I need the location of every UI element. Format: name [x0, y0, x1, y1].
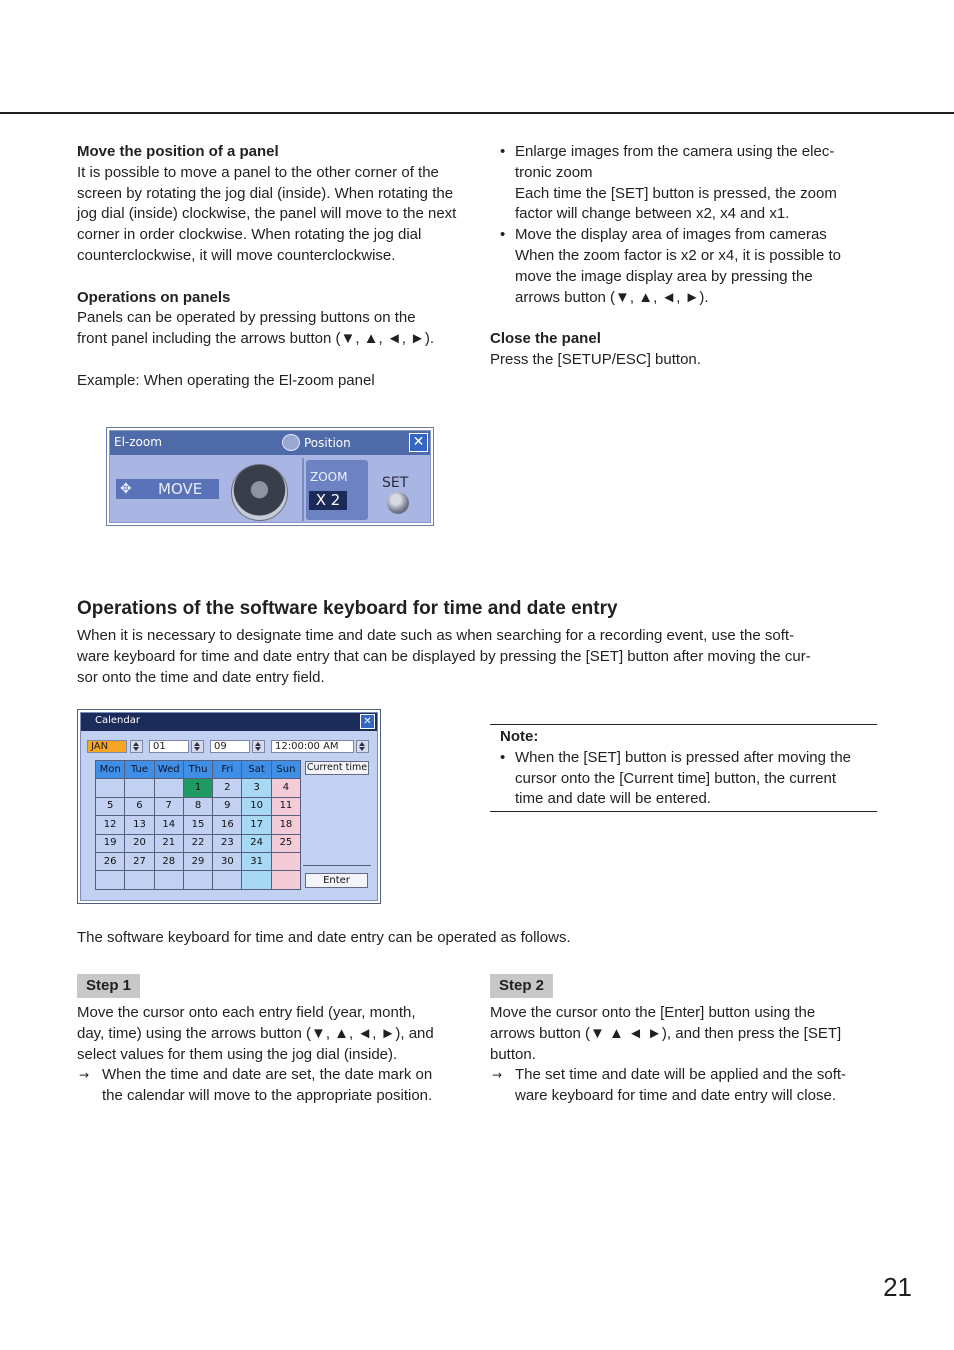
day-field[interactable]: 01 — [149, 740, 189, 753]
month-spinner-icon[interactable] — [130, 740, 143, 753]
intro-line: ware keyboard for time and date entry that can be displayed by pressing the [SET] button after moving the cur- — [77, 647, 811, 665]
day-cell[interactable]: 15 — [183, 816, 212, 834]
zoom-indicator — [306, 460, 368, 520]
time-spinner-icon[interactable] — [356, 740, 369, 753]
day-cell[interactable]: 19 — [96, 834, 125, 852]
bullet-electronic-zoom — [490, 142, 890, 225]
day-cell[interactable]: 17 — [242, 816, 271, 834]
day-cell[interactable]: 8 — [183, 797, 212, 815]
column-left-top — [77, 142, 462, 392]
set-label: SET — [382, 475, 409, 491]
weekday-header: Wed — [154, 761, 183, 779]
day-cell[interactable]: 3 — [242, 779, 271, 797]
bullet-move-display-area — [490, 225, 890, 308]
weekday-header: Mon — [96, 761, 125, 779]
calendar-grid — [95, 760, 301, 890]
step2-line: Move the cursor onto the [Enter] button using the — [490, 1004, 816, 1021]
day-cell[interactable] — [242, 871, 271, 889]
operations-panels-line: front panel including the arrows button (▼, ▲, ◄, ►). — [77, 330, 435, 348]
day-cell[interactable]: 27 — [125, 852, 154, 870]
day-cell[interactable]: 23 — [213, 834, 242, 852]
day-cell[interactable]: 24 — [242, 834, 271, 852]
weekday-header: Fri — [213, 761, 242, 779]
set-button-icon[interactable] — [387, 492, 409, 514]
bullet-line: move the image display area by pressing the — [515, 267, 813, 285]
step1-line: Move the cursor onto each entry field (year, month, — [77, 1004, 416, 1021]
step1-body — [77, 1003, 467, 1107]
position-label[interactable]: Position — [304, 436, 351, 450]
operations-panels-line: Panels can be operated by pressing buttons on the — [77, 309, 416, 327]
step2-result-line: ware keyboard for time and date entry will close. — [515, 1087, 836, 1105]
weekday-header: Thu — [183, 761, 212, 779]
week-row — [96, 816, 301, 834]
follows-text: The software keyboard for time and date entry can be operated as follows. — [77, 929, 571, 946]
section-heading: Operations of the software keyboard for time and date entry — [77, 598, 618, 619]
day-cell[interactable]: 31 — [242, 852, 271, 870]
week-row — [96, 779, 301, 797]
note-heading: Note: — [500, 728, 539, 745]
ezoom-titlebar — [110, 431, 430, 455]
week-row — [96, 834, 301, 852]
example-caption: Example: When operating the El-zoom panel — [77, 371, 375, 389]
bullet-line: tronic zoom — [515, 163, 593, 181]
note-line: • When the [SET] button is pressed after moving the — [515, 748, 852, 766]
year-spinner-icon[interactable] — [252, 740, 265, 753]
column-right-top — [490, 142, 890, 371]
move-button[interactable] — [116, 479, 219, 499]
divider — [303, 865, 371, 866]
move-arrows-icon: ✥ — [120, 481, 132, 497]
header-rule — [0, 112, 954, 114]
divider — [302, 458, 304, 521]
move-panel-body: It is possible to move a panel to the other corner of the screen by rotating the jog dial (inside). When rotating the jog dial (inside) clockwise, the panel will move to the next corner in order clockwise. When rotating the jog dial counterclockwise, it will move counterclockwise. — [77, 163, 457, 264]
month-field[interactable]: JAN — [87, 740, 127, 753]
day-cell[interactable]: 28 — [154, 852, 183, 870]
day-cell[interactable]: 18 — [271, 816, 300, 834]
day-cell[interactable] — [271, 871, 300, 889]
calendar-panel — [77, 709, 381, 904]
week-row — [96, 871, 301, 889]
step1-result-line: → When the time and date are set, the date mark on — [102, 1066, 433, 1084]
step1-label: Step 1 — [77, 974, 140, 998]
step1-line: select values for them using the jog dial (inside). — [77, 1045, 398, 1063]
step2-result-line: → The set time and date will be applied and the soft- — [515, 1066, 847, 1084]
day-cell[interactable] — [271, 852, 300, 870]
note-line: time and date will be entered. — [515, 790, 711, 808]
day-cell[interactable]: 30 — [213, 852, 242, 870]
move-panel-heading: Move the position of a panel — [77, 143, 279, 160]
position-icon — [282, 434, 300, 451]
step2-line: button. — [490, 1045, 536, 1063]
step2-label: Step 2 — [490, 974, 553, 998]
day-cell[interactable] — [125, 871, 154, 889]
step1-badge — [77, 974, 140, 998]
bullet-line: • Move the display area of images from cameras — [515, 226, 827, 244]
weekday-header: Tue — [125, 761, 154, 779]
day-cell[interactable]: 5 — [96, 797, 125, 815]
close-icon[interactable]: ✕ — [409, 433, 428, 452]
day-cell[interactable]: 21 — [154, 834, 183, 852]
year-field[interactable]: 09 — [210, 740, 250, 753]
day-spinner-icon[interactable] — [191, 740, 204, 753]
step1-result — [77, 1065, 467, 1107]
bullet-line: Each time the [SET] button is pressed, the zoom — [515, 184, 837, 202]
day-cell[interactable]: 16 — [213, 816, 242, 834]
step1-line: day, time) using the arrows button (▼, ▲, ◄, ►), and — [77, 1024, 434, 1042]
day-cell[interactable]: 2 — [213, 779, 242, 797]
bullet-line: factor will change between x2, x4 and x1. — [515, 205, 790, 223]
day-cell[interactable]: 4 — [271, 779, 300, 797]
day-cell[interactable] — [213, 871, 242, 889]
bullet-line: When the zoom factor is x2 or x4, it is possible to — [515, 246, 841, 264]
step2-result — [490, 1065, 890, 1107]
ezoom-panel — [106, 427, 434, 526]
ezoom-title: El-zoom — [114, 435, 162, 449]
day-cell-selected[interactable]: 1 — [183, 779, 212, 797]
section-intro — [77, 626, 877, 688]
calendar-titlebar — [81, 713, 377, 731]
zoom-value: X 2 — [309, 491, 347, 510]
bullet-line: arrows button (▼, ▲, ◄, ►). — [515, 288, 709, 306]
note-box — [500, 727, 880, 810]
calendar-title: Calendar — [95, 715, 140, 726]
day-cell[interactable]: 20 — [125, 834, 154, 852]
day-cell[interactable]: 22 — [183, 834, 212, 852]
week-row — [96, 797, 301, 815]
day-cell[interactable]: 26 — [96, 852, 125, 870]
day-cell[interactable]: 12 — [96, 816, 125, 834]
jog-dial-icon[interactable] — [231, 464, 288, 521]
day-cell[interactable] — [96, 871, 125, 889]
note-bottom-rule — [490, 811, 877, 812]
step2-badge — [490, 974, 553, 998]
weekday-header-row — [96, 761, 301, 779]
day-cell[interactable]: 25 — [271, 834, 300, 852]
zoom-label: ZOOM — [310, 470, 348, 484]
current-time-button[interactable]: Current time — [306, 762, 368, 773]
weekday-header: Sat — [242, 761, 271, 779]
day-cell[interactable]: 6 — [125, 797, 154, 815]
day-cell[interactable]: 11 — [271, 797, 300, 815]
day-cell[interactable] — [183, 871, 212, 889]
day-cell[interactable] — [96, 779, 125, 797]
day-cell[interactable] — [154, 779, 183, 797]
close-panel-heading: Close the panel — [490, 330, 601, 348]
day-cell[interactable]: 14 — [154, 816, 183, 834]
day-cell[interactable] — [125, 779, 154, 797]
intro-line: When it is necessary to designate time and date such as when searching for a recording event, use the soft- — [77, 627, 795, 644]
step2-body — [490, 1003, 890, 1107]
step1-result-line: the calendar will move to the appropriate position. — [102, 1087, 433, 1105]
enter-button[interactable]: Enter — [305, 873, 368, 888]
operations-panels-heading: Operations on panels — [77, 288, 231, 306]
bullet-line: • Enlarge images from the camera using the elec- — [515, 143, 835, 160]
note-bullet — [490, 748, 880, 810]
day-cell[interactable]: 13 — [125, 816, 154, 834]
day-cell[interactable]: 7 — [154, 797, 183, 815]
move-label: MOVE — [158, 480, 203, 498]
step2-line: arrows button (▼ ▲ ◄ ►), and then press the [SET] — [490, 1024, 842, 1042]
day-cell[interactable]: 10 — [242, 797, 271, 815]
day-cell[interactable] — [154, 871, 183, 889]
week-row — [96, 852, 301, 870]
day-cell[interactable]: 29 — [183, 852, 212, 870]
page-number: 21 — [883, 1272, 912, 1302]
close-icon[interactable]: ✕ — [360, 714, 375, 729]
time-field[interactable]: 12:00:00 AM — [271, 740, 354, 753]
day-cell[interactable]: 9 — [213, 797, 242, 815]
weekday-header: Sun — [271, 761, 300, 779]
close-panel-body: Press the [SETUP/ESC] button. — [490, 350, 701, 368]
intro-line: sor onto the time and date entry field. — [77, 668, 325, 686]
note-top-rule — [490, 724, 877, 725]
note-line: cursor onto the [Current time] button, the current — [515, 769, 836, 787]
